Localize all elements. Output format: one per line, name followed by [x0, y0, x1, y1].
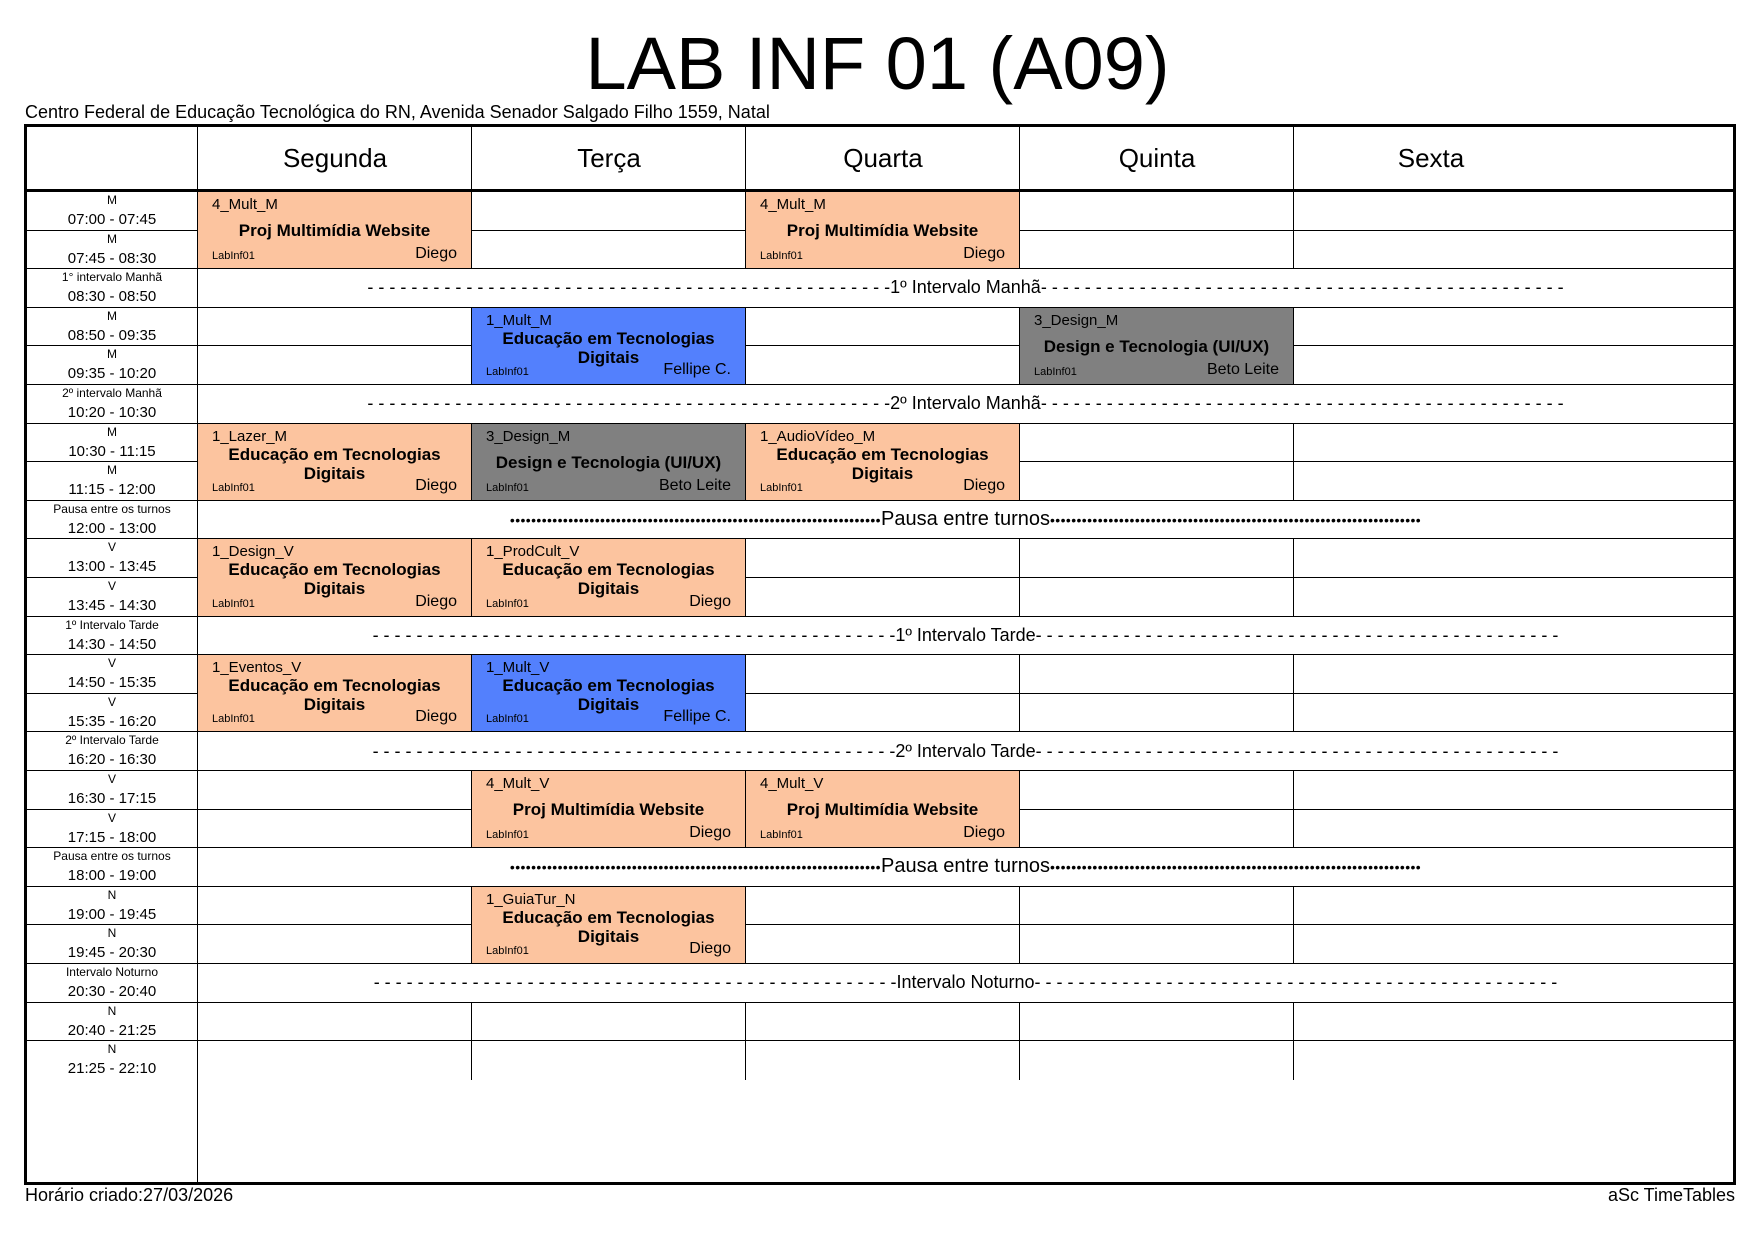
break-filler-right: ••••••••••••••••••••••••••••••••••••••••••••••••••••••••••••••••••••••: [1050, 511, 1422, 528]
column-divider: [1293, 346, 1294, 385]
class-code: 1_ProdCult_V: [486, 543, 580, 561]
column-divider: [745, 887, 746, 926]
column-divider: [1019, 539, 1020, 578]
period-label: N: [107, 1003, 117, 1018]
time-slot: [27, 771, 197, 810]
row-divider: [27, 886, 1733, 887]
period-label: 1º Intervalo Tarde: [65, 617, 159, 632]
row-divider: [27, 345, 1733, 346]
column-divider: [1019, 887, 1020, 926]
column-divider: [1019, 578, 1020, 617]
break-label: Pausa entre turnos: [881, 855, 1050, 878]
class-code: 1_Design_V: [212, 543, 294, 561]
period-label: N: [107, 926, 117, 941]
time-slot: [27, 617, 197, 656]
lesson-card[interactable]: [198, 424, 471, 500]
creation-date: Horário criado:27/03/2026: [25, 1185, 234, 1205]
class-code: 1_Lazer_M: [212, 427, 288, 445]
period-label: 2º Intervalo Tarde: [65, 733, 159, 748]
break-filler-right: - - - - - - - - - - - - - - - - - - - - - - - - - - - - - - - - - - - - - - - - - - - - - - - -: [1040, 393, 1564, 414]
column-divider: [1293, 810, 1294, 849]
subject-name: Educação em Tecnologias Digitais: [228, 676, 441, 715]
subject-name: Educação em Tecnologias Digitais: [502, 907, 715, 946]
room-name: LabInf01: [486, 944, 529, 957]
timetable-grid: [24, 124, 1736, 1185]
time-slot: [27, 887, 197, 926]
period-time: 20:30 - 20:40: [67, 983, 157, 1000]
lesson-card[interactable]: [472, 655, 745, 731]
lesson-card[interactable]: [472, 424, 745, 500]
period-time: 10:20 - 10:30: [67, 404, 157, 421]
class-code: 3_Design_M: [486, 427, 571, 445]
subject-name: Proj Multimídia Website: [786, 800, 979, 819]
row-divider: [27, 924, 1733, 925]
teacher-name: Diego: [415, 245, 457, 263]
column-divider: [1293, 424, 1294, 463]
break-label: 2º Intervalo Manhã: [890, 393, 1041, 414]
class-code: 1_Eventos_V: [212, 659, 302, 677]
lesson-card[interactable]: [472, 539, 745, 615]
time-slot: [27, 810, 197, 849]
time-slot: [27, 539, 197, 578]
column-divider: [745, 1003, 746, 1042]
break-label: 1º Intervalo Tarde: [895, 624, 1036, 645]
day-header: Segunda: [282, 142, 388, 173]
teacher-name: Diego: [415, 476, 457, 494]
period-time: 16:30 - 17:15: [67, 790, 157, 807]
column-divider: [745, 308, 746, 347]
time-slot: [27, 308, 197, 347]
column-divider: [471, 127, 472, 192]
day-header: Terça: [577, 142, 641, 173]
break-filler-left: - - - - - - - - - - - - - - - - - - - - - - - - - - - - - - - - - - - - - - - - - - - - - - - -: [367, 393, 891, 414]
room-name: LabInf01: [486, 481, 529, 494]
teacher-name: Diego: [963, 824, 1005, 842]
class-code: 1_Mult_V: [486, 659, 550, 677]
break-label: Intervalo Noturno: [896, 972, 1035, 993]
column-divider: [1019, 1003, 1020, 1042]
subject-name: Design e Tecnologia (UI/UX): [495, 452, 722, 472]
column-divider: [1293, 578, 1294, 617]
column-divider: [1019, 462, 1020, 501]
break-row: [198, 501, 1733, 539]
period-label: Intervalo Noturno: [65, 965, 159, 979]
room-name: LabInf01: [486, 597, 529, 610]
room-name: LabInf01: [486, 365, 529, 378]
lesson-card[interactable]: [198, 655, 471, 731]
period-time: 15:35 - 16:20: [67, 712, 157, 730]
teacher-name: Diego: [689, 824, 731, 842]
period-label: M: [107, 193, 117, 207]
column-divider: [745, 925, 746, 964]
column-divider: [745, 1041, 746, 1080]
time-slot: [27, 346, 197, 385]
column-divider: [1293, 655, 1294, 694]
break-row: [198, 732, 1733, 770]
column-divider: [1293, 462, 1294, 501]
column-divider: [1019, 655, 1020, 694]
column-divider: [1293, 231, 1294, 270]
time-slot: [27, 964, 197, 1003]
time-slot: [27, 462, 197, 501]
period-label: V: [107, 772, 116, 786]
period-time: 08:30 - 08:50: [67, 288, 157, 306]
column-divider: [1019, 925, 1020, 964]
class-code: 4_Mult_V: [760, 775, 824, 792]
time-slot: [27, 1003, 197, 1042]
subject-name: Proj Multimídia Website: [238, 221, 431, 240]
room-name: LabInf01: [212, 713, 255, 726]
period-time: 16:20 - 16:30: [67, 751, 157, 769]
break-row: [198, 964, 1733, 1002]
day-header: Quarta: [843, 142, 923, 173]
break-row: [198, 269, 1733, 307]
time-slot: [27, 578, 197, 617]
column-divider: [1293, 539, 1294, 578]
column-divider: [745, 346, 746, 385]
period-time: 21:25 - 22:10: [67, 1060, 157, 1078]
period-label: M: [107, 347, 117, 362]
room-name: LabInf01: [212, 250, 255, 263]
school-address: Centro Federal de Educação Tecnológica do RN, Avenida Senador Salgado Filho 1559, Natal: [25, 102, 770, 122]
period-label: 2º intervalo Manhã: [62, 386, 162, 400]
lesson-card[interactable]: [472, 887, 745, 963]
time-slot: [27, 848, 197, 887]
time-slot: [27, 231, 197, 270]
break-filler-right: - - - - - - - - - - - - - - - - - - - - - - - - - - - - - - - - - - - - - - - - - - - - - - - -: [1040, 277, 1564, 298]
period-label: M: [107, 308, 117, 323]
class-code: 1_GuiaTur_N: [486, 890, 576, 908]
room-name: LabInf01: [760, 829, 803, 842]
period-time: 17:15 - 18:00: [67, 828, 157, 846]
break-filler-left: ••••••••••••••••••••••••••••••••••••••••••••••••••••••••••••••••••••••: [509, 511, 881, 528]
time-slot: [27, 655, 197, 694]
time-slot: [27, 501, 197, 540]
class-code: 3_Design_M: [1034, 311, 1119, 329]
teacher-name: Fellipe C.: [663, 360, 731, 378]
column-divider: [745, 694, 746, 733]
lesson-card[interactable]: [746, 192, 1019, 268]
lesson-card[interactable]: [198, 192, 471, 268]
break-label: 1º Intervalo Manhã: [890, 277, 1041, 298]
period-time: 09:35 - 10:20: [67, 365, 157, 383]
subject-name: Educação em Tecnologias Digitais: [228, 444, 441, 483]
column-divider: [471, 1003, 472, 1042]
teacher-name: Diego: [415, 592, 457, 610]
teacher-name: Diego: [415, 708, 457, 726]
break-row: [198, 385, 1733, 423]
teacher-name: Diego: [689, 939, 731, 957]
room-name: LabInf01: [212, 597, 255, 610]
class-code: 4_Mult_M: [760, 196, 826, 213]
day-header: Sexta: [1397, 142, 1465, 173]
teacher-name: Diego: [689, 592, 731, 610]
column-divider: [1293, 771, 1294, 810]
subject-name: Proj Multimídia Website: [786, 221, 979, 240]
period-label: N: [107, 887, 117, 902]
column-divider: [471, 192, 472, 231]
time-slot: [27, 385, 197, 424]
room-name: LabInf01: [1034, 365, 1077, 378]
period-label: V: [107, 810, 116, 825]
room-name: LabInf01: [486, 713, 529, 726]
column-divider: [745, 539, 746, 578]
teacher-name: Diego: [963, 245, 1005, 263]
break-filler-right: ••••••••••••••••••••••••••••••••••••••••••••••••••••••••••••••••••••••: [1050, 858, 1422, 875]
day-header: Quinta: [1118, 142, 1196, 173]
row-divider: [27, 1002, 1733, 1003]
period-label: Pausa entre os turnos: [53, 501, 171, 516]
teacher-name: Fellipe C.: [663, 708, 731, 726]
period-label: Pausa entre os turnos: [53, 849, 171, 864]
break-filler-left: ••••••••••••••••••••••••••••••••••••••••••••••••••••••••••••••••••••••: [509, 858, 881, 875]
column-divider: [1019, 192, 1020, 231]
lesson-card[interactable]: [746, 424, 1019, 500]
column-divider: [1293, 887, 1294, 926]
column-divider: [745, 578, 746, 617]
period-time: 14:50 - 15:35: [67, 674, 157, 692]
column-divider: [1293, 127, 1294, 192]
subject-name: Educação em Tecnologias Digitais: [502, 676, 715, 715]
column-divider: [745, 655, 746, 694]
time-slot: [27, 269, 197, 308]
room-name: LabInf01: [760, 250, 803, 263]
column-divider: [1293, 925, 1294, 964]
column-divider: [1019, 231, 1020, 270]
lesson-card[interactable]: [746, 771, 1019, 847]
period-time: 20:40 - 21:25: [67, 1021, 157, 1039]
column-divider: [1293, 308, 1294, 347]
room-name: LabInf01: [760, 481, 803, 494]
period-time: 18:00 - 19:00: [67, 867, 157, 885]
subject-name: Proj Multimídia Website: [512, 800, 705, 819]
column-divider: [1019, 424, 1020, 463]
time-slot: [27, 424, 197, 463]
column-divider: [1293, 1041, 1294, 1080]
column-divider: [471, 1041, 472, 1080]
subject-name: Educação em Tecnologias Digitais: [502, 328, 715, 367]
column-divider: [1293, 192, 1294, 231]
subject-name: Educação em Tecnologias Digitais: [776, 444, 989, 483]
class-code: 1_AudioVídeo_M: [760, 427, 876, 445]
time-slot: [27, 925, 197, 964]
class-code: 4_Mult_V: [486, 775, 550, 792]
period-label: M: [107, 231, 117, 246]
break-filler-right: - - - - - - - - - - - - - - - - - - - - - - - - - - - - - - - - - - - - - - - - - - - - - - - -: [1035, 624, 1559, 645]
column-divider: [1293, 1003, 1294, 1042]
teacher-name: Beto Leite: [1206, 360, 1279, 378]
subject-name: Design e Tecnologia (UI/UX): [1043, 336, 1270, 356]
time-slot: [27, 694, 197, 733]
subject-name: Educação em Tecnologias Digitais: [502, 560, 715, 599]
period-time: 19:45 - 20:30: [67, 944, 157, 962]
period-label: N: [107, 1042, 117, 1057]
teacher-name: Diego: [963, 476, 1005, 494]
time-slot: [27, 1041, 197, 1080]
column-divider: [1019, 771, 1020, 810]
lesson-card[interactable]: [472, 308, 745, 384]
class-code: 4_Mult_M: [212, 196, 278, 213]
break-filler-left: - - - - - - - - - - - - - - - - - - - - - - - - - - - - - - - - - - - - - - - - - - - - - - - -: [373, 972, 897, 993]
break-row: [198, 848, 1733, 886]
period-time: 11:15 - 12:00: [68, 481, 156, 499]
period-time: 07:45 - 08:30: [67, 249, 157, 267]
break-filler-left: - - - - - - - - - - - - - - - - - - - - - - - - - - - - - - - - - - - - - - - - - - - - - - - -: [367, 277, 891, 298]
period-label: V: [107, 656, 116, 671]
page-title: LAB INF 01 (A09): [585, 22, 1170, 105]
column-divider: [1019, 810, 1020, 849]
period-time: 14:30 - 14:50: [67, 635, 157, 653]
break-filler-right: - - - - - - - - - - - - - - - - - - - - - - - - - - - - - - - - - - - - - - - - - - - - - - - -: [1035, 740, 1559, 761]
column-divider: [471, 231, 472, 270]
row-divider: [27, 307, 1733, 308]
period-label: M: [107, 463, 117, 478]
lesson-card[interactable]: [1020, 308, 1293, 384]
column-divider: [1019, 1041, 1020, 1080]
period-label: V: [107, 540, 116, 555]
period-time: 10:30 - 11:15: [68, 442, 156, 460]
period-time: 19:00 - 19:45: [67, 905, 157, 923]
class-code: 1_Mult_M: [486, 311, 552, 329]
period-time: 13:00 - 13:45: [67, 558, 157, 576]
period-label: V: [107, 694, 116, 709]
time-slot: [27, 192, 197, 231]
row-divider: [27, 1040, 1733, 1041]
column-divider: [1019, 694, 1020, 733]
period-label: V: [107, 579, 116, 593]
period-time: 07:00 - 07:45: [67, 211, 157, 228]
lesson-card[interactable]: [198, 539, 471, 615]
subject-name: Educação em Tecnologias Digitais: [228, 560, 441, 599]
break-filler-left: - - - - - - - - - - - - - - - - - - - - - - - - - - - - - - - - - - - - - - - - - - - - - - - -: [372, 624, 896, 645]
break-label: Pausa entre turnos: [881, 508, 1050, 531]
break-filler-right: - - - - - - - - - - - - - - - - - - - - - - - - - - - - - - - - - - - - - - - - - - - - - - - -: [1034, 972, 1558, 993]
period-label: M: [107, 424, 117, 439]
period-label: 1° intervalo Manhã: [61, 270, 163, 285]
period-time: 08:50 - 09:35: [67, 326, 157, 344]
column-divider: [745, 127, 746, 192]
period-time: 13:45 - 14:30: [67, 597, 157, 614]
lesson-card[interactable]: [472, 771, 745, 847]
room-name: LabInf01: [212, 481, 255, 494]
time-slot: [27, 732, 197, 771]
teacher-name: Beto Leite: [658, 476, 731, 494]
software-credit: aSc TimeTables: [1607, 1185, 1735, 1205]
break-filler-left: - - - - - - - - - - - - - - - - - - - - - - - - - - - - - - - - - - - - - - - - - - - - - - - -: [372, 740, 896, 761]
break-label: 2º Intervalo Tarde: [895, 740, 1036, 761]
period-time: 12:00 - 13:00: [67, 519, 157, 537]
room-name: LabInf01: [486, 829, 529, 842]
column-divider: [1293, 694, 1294, 733]
column-divider: [1019, 127, 1020, 192]
break-row: [198, 617, 1733, 655]
